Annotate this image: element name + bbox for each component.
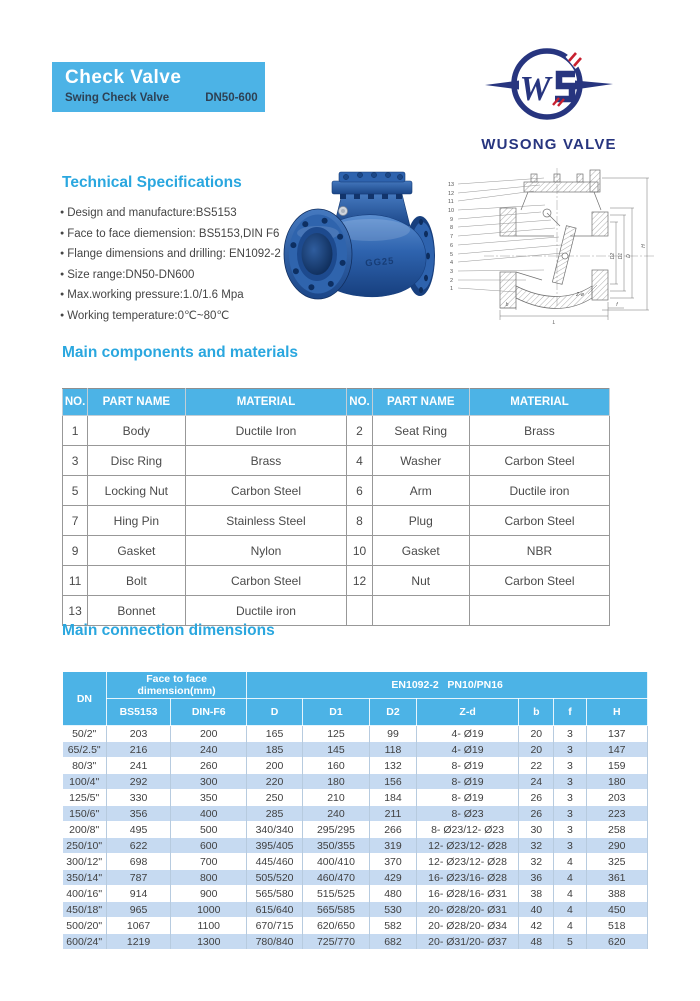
callout-12: 12 [448, 191, 455, 197]
cell-bs5153: 330 [106, 790, 170, 806]
table-row [63, 870, 648, 886]
label-D: D [626, 254, 632, 258]
cell-material: Carbon Steel [469, 566, 609, 596]
cell-h: 388 [586, 886, 647, 902]
col-no-2: NO. [347, 389, 372, 416]
cell-bs5153: 292 [106, 774, 170, 790]
cell-z-d: 12- Ø23/12- Ø28 [416, 854, 518, 870]
cell-f: 3 [554, 758, 586, 774]
cell-d: 250 [247, 790, 303, 806]
table-row [63, 806, 648, 822]
table-row [63, 566, 610, 596]
components-table [62, 388, 610, 626]
cell-din-f6: 240 [171, 742, 247, 758]
callout-6: 6 [450, 243, 454, 249]
cell-b: 20 [519, 742, 554, 758]
cell-bs5153: 216 [106, 742, 170, 758]
dimensions-heading: Main connection dimensions [62, 622, 275, 639]
cell-d2: 184 [370, 790, 417, 806]
callout-11: 11 [448, 199, 454, 205]
cell-b: 20 [519, 726, 554, 742]
cell-h: 620 [586, 934, 647, 950]
cell-dn: 50/2" [63, 726, 107, 742]
callout-9: 9 [450, 217, 454, 223]
callout-2: 2 [450, 278, 454, 284]
label-f: f [616, 302, 618, 308]
cell-b: 48 [519, 934, 554, 950]
embossed-text: GG25 [364, 255, 395, 270]
cell-material: Ductile Iron [185, 416, 347, 446]
tech-specs-heading: Technical Specifications [62, 174, 242, 191]
label-H: H [641, 244, 647, 248]
callout-numbers [448, 182, 454, 292]
spec-item [60, 265, 295, 286]
cell-din-f6: 1300 [171, 934, 247, 950]
cell-z-d: 4- Ø19 [416, 742, 518, 758]
cell-f: 5 [554, 934, 586, 950]
logo-mark-icon [483, 42, 615, 130]
table-row [63, 854, 648, 870]
cell-din-f6: 300 [171, 774, 247, 790]
label-D1: D1 [618, 252, 624, 260]
cell-material: Carbon Steel [185, 476, 347, 506]
cell-z-d: 20- Ø28/20- Ø31 [416, 902, 518, 918]
cell-f: 3 [554, 838, 586, 854]
callout-1: 1 [450, 286, 454, 292]
cell-d1: 180 [302, 774, 369, 790]
cell-f: 4 [554, 886, 586, 902]
cell-h: 325 [586, 854, 647, 870]
table-row [63, 790, 648, 806]
cell-f: 3 [554, 806, 586, 822]
cell-material: Brass [469, 416, 609, 446]
callout-7: 7 [450, 234, 454, 240]
table-row [63, 416, 610, 446]
cell-din-f6: 900 [171, 886, 247, 902]
spec-text: Size range:DN50-DN600 [67, 268, 195, 281]
cell-d: 445/460 [247, 854, 303, 870]
cell-z-d: 8- Ø23/12- Ø23 [416, 822, 518, 838]
spec-item [60, 285, 295, 306]
sectional-drawing [444, 158, 664, 328]
callout-4: 4 [450, 260, 454, 266]
cell-d: 505/520 [247, 870, 303, 886]
cell-d: 780/840 [247, 934, 303, 950]
cell-d2: 156 [370, 774, 417, 790]
callout-13: 13 [448, 182, 455, 188]
cell-d2: 99 [370, 726, 417, 742]
label-b: b [505, 302, 509, 308]
cell-f: 3 [554, 726, 586, 742]
col-d1: D1 [302, 699, 369, 726]
cell-d1: 160 [302, 758, 369, 774]
cell-material: Stainless Steel [185, 506, 347, 536]
cell-bs5153: 203 [106, 726, 170, 742]
cell-material: Ductile iron [185, 596, 347, 626]
cell-b: 32 [519, 854, 554, 870]
col-z-d: Z-d [416, 699, 518, 726]
cell-b: 24 [519, 774, 554, 790]
cell-d: 200 [247, 758, 303, 774]
cell-f: 4 [554, 854, 586, 870]
table-row [63, 742, 648, 758]
size-range-label: DN50-600 [205, 92, 258, 104]
cell-part-name: Disc Ring [88, 446, 185, 476]
cell-f: 3 [554, 790, 586, 806]
table-row [63, 726, 648, 742]
valve-section [484, 168, 656, 309]
cell-part-name: Washer [372, 446, 469, 476]
cell-f: 3 [554, 822, 586, 838]
logo-monogram-w: W [519, 69, 551, 108]
cell-dn: 200/8" [63, 822, 107, 838]
cell-bs5153: 495 [106, 822, 170, 838]
col-b: b [519, 699, 554, 726]
cell-d1: 725/770 [302, 934, 369, 950]
col-bs5153: BS5153 [106, 699, 170, 726]
spec-item [60, 224, 295, 245]
cell-h: 137 [586, 726, 647, 742]
col-material-1: MATERIAL [185, 389, 347, 416]
cell-d2: 319 [370, 838, 417, 854]
cell-z-d: 4- Ø19 [416, 726, 518, 742]
cell-f: 4 [554, 870, 586, 886]
cell-dn: 250/10" [63, 838, 107, 854]
cell-h: 258 [586, 822, 647, 838]
col-din-f6: DIN-F6 [171, 699, 247, 726]
callout-5: 5 [450, 252, 454, 258]
table-row [63, 506, 610, 536]
cell-material: Brass [185, 446, 347, 476]
cell-no: 6 [347, 476, 372, 506]
cell-material: Carbon Steel [469, 446, 609, 476]
col-en1092: EN1092-2 PN10/PN16 [247, 672, 648, 699]
dimensions-group-header-row [63, 672, 648, 699]
dimensions-sub-header-row [63, 699, 648, 726]
table-row [63, 476, 610, 506]
brand-name: WUSONG VALVE [481, 136, 617, 153]
cell-bs5153: 1219 [106, 934, 170, 950]
cell-part-name: Body [88, 416, 185, 446]
check-valve-photo [282, 164, 438, 320]
cell-d1: 400/410 [302, 854, 369, 870]
cell-din-f6: 1000 [171, 902, 247, 918]
cell-bs5153: 787 [106, 870, 170, 886]
cell-part-name: Plug [372, 506, 469, 536]
cell-d: 220 [247, 774, 303, 790]
cell-din-f6: 800 [171, 870, 247, 886]
cell-dn: 150/6" [63, 806, 107, 822]
cell-bs5153: 241 [106, 758, 170, 774]
table-row [63, 838, 648, 854]
cell-d1: 210 [302, 790, 369, 806]
cell-material: Carbon Steel [469, 506, 609, 536]
table-row [63, 758, 648, 774]
cell-bs5153: 698 [106, 854, 170, 870]
cell-d: 565/580 [247, 886, 303, 902]
cell-d2: 530 [370, 902, 417, 918]
col-d2: D2 [370, 699, 417, 726]
cell-d1: 620/650 [302, 918, 369, 934]
col-d: D [247, 699, 303, 726]
cell-part-name [372, 596, 469, 626]
cell-h: 147 [586, 742, 647, 758]
cell-part-name: Bonnet [88, 596, 185, 626]
cell-h: 180 [586, 774, 647, 790]
cell-no: 9 [63, 536, 88, 566]
cell-d2: 582 [370, 918, 417, 934]
cell-d1: 350/355 [302, 838, 369, 854]
cell-dn: 500/20" [63, 918, 107, 934]
components-heading: Main components and materials [62, 344, 298, 361]
col-f: f [554, 699, 586, 726]
cell-no: 8 [347, 506, 372, 536]
bullet-icon: ● [60, 291, 65, 298]
cell-d1: 125 [302, 726, 369, 742]
cell-dn: 100/4" [63, 774, 107, 790]
cell-d1: 145 [302, 742, 369, 758]
cell-no: 1 [63, 416, 88, 446]
cell-d: 615/640 [247, 902, 303, 918]
label-L: L [552, 320, 556, 326]
cell-h: 223 [586, 806, 647, 822]
cell-d2: 132 [370, 758, 417, 774]
cell-z-d: 8- Ø19 [416, 758, 518, 774]
label-D2: D2 [610, 252, 616, 260]
cell-d: 670/715 [247, 918, 303, 934]
cell-b: 40 [519, 902, 554, 918]
tech-specs-list [60, 203, 295, 326]
cell-part-name: Nut [372, 566, 469, 596]
cell-dn: 600/24" [63, 934, 107, 950]
cell-material: NBR [469, 536, 609, 566]
cell-d2: 211 [370, 806, 417, 822]
table-row [63, 446, 610, 476]
cell-h: 361 [586, 870, 647, 886]
cell-no: 11 [63, 566, 88, 596]
table-row [63, 918, 648, 934]
cell-part-name: Gasket [372, 536, 469, 566]
cell-b: 36 [519, 870, 554, 886]
spec-item [60, 306, 295, 327]
col-dn: DN [63, 672, 107, 726]
cell-f: 4 [554, 902, 586, 918]
cell-dn: 400/16" [63, 886, 107, 902]
cell-no: 2 [347, 416, 372, 446]
cell-h: 203 [586, 790, 647, 806]
cell-d2: 370 [370, 854, 417, 870]
cell-dn: 450/18" [63, 902, 107, 918]
cell-din-f6: 500 [171, 822, 247, 838]
cell-dn: 300/12" [63, 854, 107, 870]
cell-no: 4 [347, 446, 372, 476]
bullet-icon: ● [60, 270, 65, 278]
cell-no: 3 [63, 446, 88, 476]
spec-text: Design and manufacture:BS5153 [67, 207, 237, 219]
col-face-to-face: Face to face dimension(mm) [106, 672, 246, 699]
cell-d2: 682 [370, 934, 417, 950]
cell-z-d: 8- Ø19 [416, 774, 518, 790]
callout-3: 3 [450, 269, 454, 275]
cell-d1: 295/295 [302, 822, 369, 838]
cell-material [469, 596, 609, 626]
cell-d2: 118 [370, 742, 417, 758]
cell-din-f6: 350 [171, 790, 247, 806]
company-logo [476, 42, 622, 153]
table-row [63, 774, 648, 790]
cell-d: 185 [247, 742, 303, 758]
col-material-2: MATERIAL [469, 389, 609, 416]
cell-h: 450 [586, 902, 647, 918]
col-h: H [586, 699, 647, 726]
cell-part-name: Seat Ring [372, 416, 469, 446]
cell-b: 26 [519, 790, 554, 806]
cell-z-d: 8- Ø23 [416, 806, 518, 822]
cell-d2: 266 [370, 822, 417, 838]
cell-din-f6: 1100 [171, 918, 247, 934]
table-row [63, 596, 610, 626]
cell-f: 3 [554, 742, 586, 758]
cell-b: 38 [519, 886, 554, 902]
cell-bs5153: 1067 [106, 918, 170, 934]
cell-bs5153: 914 [106, 886, 170, 902]
cell-d1: 565/585 [302, 902, 369, 918]
cell-material: Carbon Steel [185, 566, 347, 596]
spec-item [60, 203, 295, 224]
table-row [63, 934, 648, 950]
cell-din-f6: 700 [171, 854, 247, 870]
cell-f: 3 [554, 774, 586, 790]
spec-text: Face to face diemension: BS5153,DIN F6 [67, 227, 280, 240]
cell-d: 395/405 [247, 838, 303, 854]
cell-f: 4 [554, 918, 586, 934]
table-row [63, 536, 610, 566]
cell-b: 32 [519, 838, 554, 854]
bullet-icon: ● [60, 250, 65, 257]
cell-z-d: 20- Ø28/20- Ø34 [416, 918, 518, 934]
table-row [63, 902, 648, 918]
cell-d1: 240 [302, 806, 369, 822]
product-subtitle [65, 92, 265, 104]
col-no-1: NO. [63, 389, 88, 416]
cell-z-d: 12- Ø23/12- Ø28 [416, 838, 518, 854]
components-header-row [63, 389, 610, 416]
cell-no: 10 [347, 536, 372, 566]
callout-8: 8 [450, 225, 454, 231]
bullet-icon: ● [60, 229, 65, 237]
label-Z-d: Z-ø [576, 292, 584, 298]
spec-text: Flange dimensions and drilling: EN1092-2 [67, 248, 281, 260]
cell-d: 165 [247, 726, 303, 742]
cell-dn: 350/14" [63, 870, 107, 886]
cell-d: 340/340 [247, 822, 303, 838]
cell-no: 7 [63, 506, 88, 536]
cell-bs5153: 965 [106, 902, 170, 918]
left-flange [284, 209, 352, 299]
cell-b: 30 [519, 822, 554, 838]
cell-part-name: Arm [372, 476, 469, 506]
cell-part-name: Locking Nut [88, 476, 185, 506]
cell-din-f6: 400 [171, 806, 247, 822]
cell-din-f6: 200 [171, 726, 247, 742]
page-title: Check Valve [65, 67, 182, 88]
cell-bs5153: 356 [106, 806, 170, 822]
spec-text: Max.working pressure:1.0/1.6 Mpa [67, 289, 244, 301]
cell-no: 13 [63, 596, 88, 626]
cell-h: 518 [586, 918, 647, 934]
col-part-name-1: PART NAME [88, 389, 185, 416]
cell-z-d: 20- Ø31/20- Ø37 [416, 934, 518, 950]
cell-no: 12 [347, 566, 372, 596]
product-title-box [52, 62, 265, 112]
cell-din-f6: 260 [171, 758, 247, 774]
cell-b: 22 [519, 758, 554, 774]
cell-no: 5 [63, 476, 88, 506]
cell-z-d: 16- Ø23/16- Ø28 [416, 870, 518, 886]
cell-z-d: 16- Ø28/16- Ø31 [416, 886, 518, 902]
bullet-icon: ● [60, 209, 65, 216]
bullet-icon: ● [60, 311, 65, 319]
col-part-name-2: PART NAME [372, 389, 469, 416]
cell-part-name: Bolt [88, 566, 185, 596]
cell-material: Ductile iron [469, 476, 609, 506]
cell-b: 42 [519, 918, 554, 934]
cell-dn: 65/2.5" [63, 742, 107, 758]
cell-h: 290 [586, 838, 647, 854]
callout-10: 10 [448, 208, 455, 214]
cell-d1: 460/470 [302, 870, 369, 886]
cell-d2: 480 [370, 886, 417, 902]
cell-material: Nylon [185, 536, 347, 566]
cell-h: 159 [586, 758, 647, 774]
spec-text: Working temperature:0℃~80℃ [67, 309, 230, 322]
cell-din-f6: 600 [171, 838, 247, 854]
dimensions-table [62, 671, 648, 949]
table-row [63, 822, 648, 838]
cell-part-name: Hing Pin [88, 506, 185, 536]
valve-type-label: Swing Check Valve [65, 92, 170, 104]
table-row [63, 886, 648, 902]
cell-d1: 515/525 [302, 886, 369, 902]
cell-z-d: 8- Ø19 [416, 790, 518, 806]
cell-no [347, 596, 372, 626]
cell-d: 285 [247, 806, 303, 822]
cell-dn: 80/3" [63, 758, 107, 774]
cell-b: 26 [519, 806, 554, 822]
cell-bs5153: 622 [106, 838, 170, 854]
spec-item [60, 244, 295, 265]
cell-d2: 429 [370, 870, 417, 886]
cell-part-name: Gasket [88, 536, 185, 566]
cell-dn: 125/5" [63, 790, 107, 806]
